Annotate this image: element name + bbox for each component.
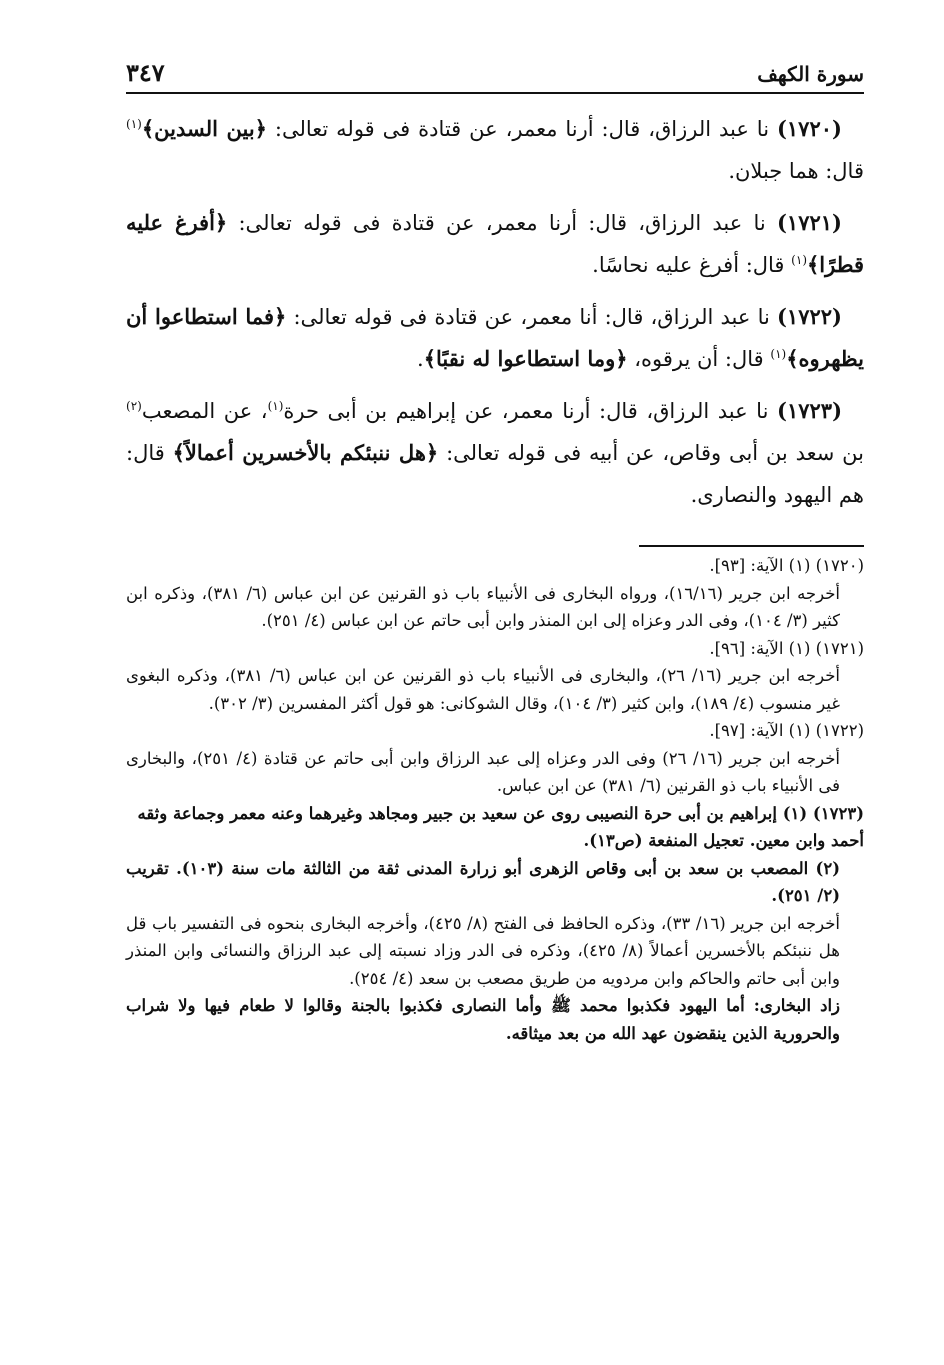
hadith-text: قال: أن يرقوه،: [634, 347, 764, 371]
surah-title: سورة الكهف: [757, 62, 864, 86]
footnote-ref: (٢): [126, 399, 142, 413]
hadith-1723: [126, 390, 864, 516]
hadith-text: نا عبد الرزاق، قال: أرنا معمر، عن قتادة فى قوله تعالى:: [274, 117, 770, 141]
footnote-text: أخرجه ابن جرير (١٦/١٦)، ورواه البخارى فى الأنبياء باب ذو القرنين عن ابن عباس (٦/ ٣٨١)، وذكره ابن كثير (٣/ ١٠٤)، وفى الدر وعزاه إلى ابن المنذر وابن أبى حاتم عن ابن عباس (٤/ ٢٥١).: [126, 583, 840, 630]
hadith-number: (١٧٢٢): [776, 304, 842, 329]
footnote-text: زاد البخارى: أما اليهود فكذبوا محمد ﷺ وأما النصارى فكذبوا بالجنة وقالوا لا طعام فيها ولا شراب والحرورية الذين ينقضون عهد الله من بعد ميثاقه.: [126, 996, 840, 1043]
hadith-number: (١٧٢٣): [777, 398, 842, 423]
page-header: [126, 58, 864, 94]
footnote-ref: (١): [791, 253, 807, 267]
hadith-1720: [126, 108, 864, 192]
footnote-text: (٢) المصعب بن سعد بن أبى وقاص الزهرى أبو زرارة المدنى ثقة من الثالثة مات سنة (١٠٣). تقريب (٢/ ٢٥١).: [126, 858, 840, 905]
hadith-text: ، عن المصعب: [141, 399, 268, 423]
footnote-heading: (١٧٢٣) (١) إبراهيم بن أبى حرة النصيبى روى عن سعيد بن جبير ومجاهد وغيرهما وعنه معمر وجماعة وثقه أحمد وابن معين. تعجيل المنفعة (ص١٣).: [137, 803, 864, 850]
quran-quote: ﴿وما استطاعوا له نقبًا﴾: [423, 346, 628, 371]
hadith-text: نا عبد الرزاق، قال: أنا معمر، عن قتادة فى قوله تعالى:: [293, 305, 770, 329]
quran-quote: ﴿هل ننبئكم بالأخسرين أعمالاً﴾: [172, 440, 439, 465]
footnote-ref: (١): [267, 399, 284, 413]
hadith-text: قال: هم اليهود والنصارى.: [126, 441, 864, 507]
footnote-text: أخرجه ابن جرير (١٦/ ٣٣)، وذكره الحافظ فى الفتح (٨/ ٤٢٥)، وأخرجه البخارى بنحوه فى التفسير باب قل هل ننبئكم بالأخسرين أعمالاً (٨/ ٤٢٥)، وذكره فى الدر وزاد نسبته إلى عبد الرزاق والنسائى وابن المنذر وابن أبى حاتم والحاكم وابن مردويه من طريق مصعب بن سعد (٤/ ٢٥٤).: [126, 913, 840, 988]
footnotes: [126, 552, 864, 1047]
hadith-text: بن سعد بن أبى وقاص، عن أبيه فى قوله تعالى:: [446, 441, 864, 465]
footnote-ref: (١): [770, 347, 787, 361]
hadith-text: قال: أفرغ عليه نحاسًا.: [592, 253, 785, 277]
quran-quote: ﴿بين السدين﴾: [141, 116, 267, 141]
hadith-1722: [126, 296, 864, 380]
quran-quote: ﴿أفرغ عليه قطرًا﴾: [126, 210, 864, 277]
hadith-1721: [126, 202, 864, 286]
hadith-number: (١٧٢٠): [776, 116, 842, 141]
footnote-heading: (١٧٢١) (١) الآية: [٩٦].: [709, 638, 864, 658]
footnote-heading: (١٧٢٠) (١) الآية: [٩٣].: [709, 556, 864, 575]
footnote-heading: (١٧٢٢) (١) الآية: [٩٧].: [709, 721, 864, 740]
hadith-text: نا عبد الرزاق، قال: أرنا معمر، عن قتادة فى قوله تعالى:: [238, 211, 766, 235]
main-text: [126, 108, 864, 526]
footnote-ref: (١): [126, 117, 142, 131]
footnote-text: أخرجه ابن جرير (١٦/ ٢٦) وفى الدر وعزاه إلى عبد الرزاق وابن أبى حاتم عن قتادة (٤/ ٢٥١)، والبخارى فى الأنبياء باب ذو القرنين (٦/ ٣٨١) عن ابن عباس.: [126, 748, 840, 795]
hadith-text: قال: هما جبلان.: [728, 159, 864, 183]
page-number: ٣٤٧: [126, 58, 165, 87]
punctuation: .: [417, 347, 424, 371]
hadith-number: (١٧٢١): [776, 210, 842, 235]
hadith-text: نا عبد الرزاق، قال: أرنا معمر، عن إبراهيم بن أبى حرة: [283, 399, 769, 423]
footnote-divider: [639, 545, 864, 547]
quran-quote: ﴿فما استطاعوا أن يظهروه﴾: [126, 304, 864, 371]
footnote-text: أخرجه ابن جرير (١٦/ ٢٦)، والبخارى فى الأنبياء باب ذو القرنين عن ابن عباس (٦/ ٣٨١)، وذكره البغوى غير منسوب (٤/ ١٨٩)، وابن كثير (٣/ ١٠٤)، وقال الشوكانى: هو قول أكثر المفسرين (٣/ ٣٠٢).: [126, 666, 840, 713]
